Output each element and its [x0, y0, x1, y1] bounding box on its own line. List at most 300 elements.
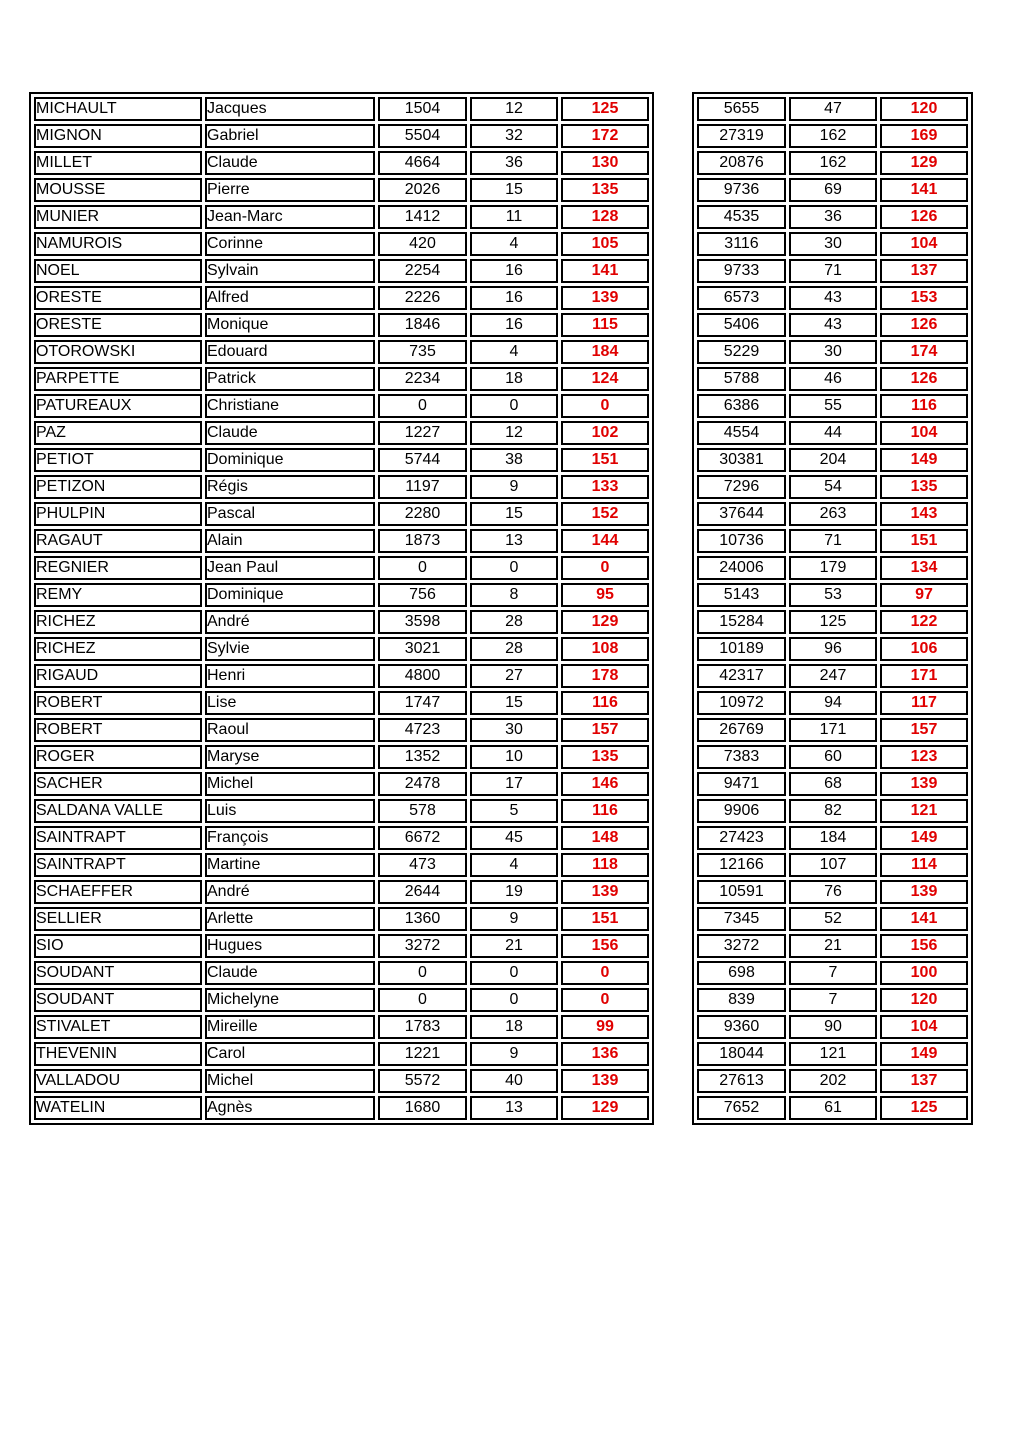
table-row [697, 583, 968, 607]
games-cell: 12 [470, 421, 558, 445]
total-games-cell: 44 [789, 421, 877, 445]
table-row [34, 394, 649, 418]
points-cell: 0 [378, 988, 467, 1012]
table-row [697, 1042, 968, 1066]
table-row [697, 745, 968, 769]
total-points-cell: 10736 [697, 529, 786, 553]
total-average-cell: 104 [880, 232, 968, 256]
games-cell: 18 [470, 1015, 558, 1039]
average-cell: 139 [561, 286, 649, 310]
table-row [697, 502, 968, 526]
table-row [34, 637, 649, 661]
total-average-cell: 126 [880, 313, 968, 337]
table-row [34, 745, 649, 769]
table-row [697, 772, 968, 796]
last-name-cell: OTOROWSKI [34, 340, 202, 364]
total-points-cell: 5788 [697, 367, 786, 391]
points-cell: 1360 [378, 907, 467, 931]
last-name-cell: PATUREAUX [34, 394, 202, 418]
games-cell: 17 [470, 772, 558, 796]
total-games-cell: 30 [789, 340, 877, 364]
total-average-cell: 117 [880, 691, 968, 715]
total-points-cell: 9733 [697, 259, 786, 283]
table-row [697, 97, 968, 121]
total-average-cell: 149 [880, 826, 968, 850]
table-row [697, 205, 968, 229]
games-cell: 21 [470, 934, 558, 958]
last-name-cell: SCHAEFFER [34, 880, 202, 904]
points-cell: 4664 [378, 151, 467, 175]
points-cell: 4800 [378, 664, 467, 688]
first-name-cell: Arlette [205, 907, 375, 931]
table-row [697, 880, 968, 904]
average-cell: 116 [561, 691, 649, 715]
total-points-cell: 9736 [697, 178, 786, 202]
games-cell: 19 [470, 880, 558, 904]
first-name-cell: Mireille [205, 1015, 375, 1039]
total-games-cell: 52 [789, 907, 877, 931]
total-games-cell: 202 [789, 1069, 877, 1093]
first-name-cell: Régis [205, 475, 375, 499]
games-cell: 28 [470, 610, 558, 634]
table-row [34, 826, 649, 850]
total-games-cell: 247 [789, 664, 877, 688]
table-row [697, 907, 968, 931]
total-average-cell: 137 [880, 1069, 968, 1093]
first-name-cell: Maryse [205, 745, 375, 769]
first-name-cell: Luis [205, 799, 375, 823]
total-points-cell: 6573 [697, 286, 786, 310]
total-points-cell: 4554 [697, 421, 786, 445]
average-cell: 116 [561, 799, 649, 823]
table-row [34, 1069, 649, 1093]
total-points-cell: 27613 [697, 1069, 786, 1093]
table-row [34, 367, 649, 391]
total-games-cell: 204 [789, 448, 877, 472]
last-name-cell: PETIOT [34, 448, 202, 472]
games-cell: 4 [470, 340, 558, 364]
first-name-cell: André [205, 880, 375, 904]
first-name-cell: Pascal [205, 502, 375, 526]
total-games-cell: 68 [789, 772, 877, 796]
total-average-cell: 174 [880, 340, 968, 364]
total-average-cell: 106 [880, 637, 968, 661]
last-name-cell: THEVENIN [34, 1042, 202, 1066]
total-average-cell: 123 [880, 745, 968, 769]
average-cell: 0 [561, 988, 649, 1012]
first-name-cell: François [205, 826, 375, 850]
table-row [34, 1015, 649, 1039]
points-cell: 2234 [378, 367, 467, 391]
games-cell: 0 [470, 556, 558, 580]
table-row [697, 961, 968, 985]
total-games-cell: 162 [789, 151, 877, 175]
table-row [34, 97, 649, 121]
first-name-cell: Jean-Marc [205, 205, 375, 229]
last-name-cell: MOUSSE [34, 178, 202, 202]
table-row [34, 529, 649, 553]
right-table-body [697, 97, 968, 1120]
first-name-cell: Claude [205, 151, 375, 175]
first-name-cell: Martine [205, 853, 375, 877]
table-row [34, 502, 649, 526]
total-games-cell: 43 [789, 286, 877, 310]
table-row [34, 718, 649, 742]
last-name-cell: MICHAULT [34, 97, 202, 121]
table-row [34, 664, 649, 688]
last-name-cell: REMY [34, 583, 202, 607]
average-cell: 151 [561, 448, 649, 472]
points-cell: 4723 [378, 718, 467, 742]
last-name-cell: SIO [34, 934, 202, 958]
total-average-cell: 139 [880, 772, 968, 796]
average-cell: 124 [561, 367, 649, 391]
first-name-cell: Gabriel [205, 124, 375, 148]
first-name-cell: Edouard [205, 340, 375, 364]
points-cell: 2644 [378, 880, 467, 904]
total-average-cell: 116 [880, 394, 968, 418]
games-cell: 36 [470, 151, 558, 175]
first-name-cell: Alain [205, 529, 375, 553]
total-points-cell: 26769 [697, 718, 786, 742]
points-cell: 3021 [378, 637, 467, 661]
average-cell: 115 [561, 313, 649, 337]
total-average-cell: 100 [880, 961, 968, 985]
last-name-cell: PETIZON [34, 475, 202, 499]
total-games-cell: 71 [789, 529, 877, 553]
average-cell: 151 [561, 907, 649, 931]
points-cell: 1747 [378, 691, 467, 715]
table-row [34, 1096, 649, 1120]
total-points-cell: 37644 [697, 502, 786, 526]
total-games-cell: 21 [789, 934, 877, 958]
games-cell: 28 [470, 637, 558, 661]
total-games-cell: 76 [789, 880, 877, 904]
points-cell: 1197 [378, 475, 467, 499]
points-cell: 756 [378, 583, 467, 607]
table-row [697, 340, 968, 364]
games-cell: 10 [470, 745, 558, 769]
games-cell: 18 [470, 367, 558, 391]
average-cell: 130 [561, 151, 649, 175]
table-row [697, 313, 968, 337]
points-cell: 1412 [378, 205, 467, 229]
games-cell: 0 [470, 988, 558, 1012]
points-cell: 2226 [378, 286, 467, 310]
last-name-cell: RAGAUT [34, 529, 202, 553]
table-row [34, 124, 649, 148]
points-cell: 2026 [378, 178, 467, 202]
table-row [34, 961, 649, 985]
points-cell: 1352 [378, 745, 467, 769]
games-cell: 45 [470, 826, 558, 850]
total-points-cell: 5406 [697, 313, 786, 337]
points-cell: 5572 [378, 1069, 467, 1093]
points-cell: 2254 [378, 259, 467, 283]
average-cell: 99 [561, 1015, 649, 1039]
points-cell: 5504 [378, 124, 467, 148]
table-row [697, 1069, 968, 1093]
total-average-cell: 169 [880, 124, 968, 148]
table-row [34, 340, 649, 364]
points-cell: 6672 [378, 826, 467, 850]
table-row [34, 475, 649, 499]
points-cell: 473 [378, 853, 467, 877]
first-name-cell: Monique [205, 313, 375, 337]
total-games-cell: 263 [789, 502, 877, 526]
table-row [34, 286, 649, 310]
table-row [697, 151, 968, 175]
last-name-cell: ORESTE [34, 313, 202, 337]
total-average-cell: 126 [880, 367, 968, 391]
points-cell: 0 [378, 394, 467, 418]
total-points-cell: 698 [697, 961, 786, 985]
average-cell: 152 [561, 502, 649, 526]
last-name-cell: MUNIER [34, 205, 202, 229]
table-row [34, 448, 649, 472]
total-games-cell: 53 [789, 583, 877, 607]
first-name-cell: Michel [205, 1069, 375, 1093]
first-name-cell: Henri [205, 664, 375, 688]
table-row [697, 853, 968, 877]
table-row [697, 799, 968, 823]
last-name-cell: RICHEZ [34, 610, 202, 634]
first-name-cell: Christiane [205, 394, 375, 418]
total-games-cell: 179 [789, 556, 877, 580]
total-points-cell: 20876 [697, 151, 786, 175]
last-name-cell: MIGNON [34, 124, 202, 148]
total-games-cell: 7 [789, 961, 877, 985]
table-row [697, 286, 968, 310]
average-cell: 108 [561, 637, 649, 661]
total-average-cell: 134 [880, 556, 968, 580]
points-cell: 1873 [378, 529, 467, 553]
total-points-cell: 10972 [697, 691, 786, 715]
first-name-cell: Jacques [205, 97, 375, 121]
total-points-cell: 30381 [697, 448, 786, 472]
last-name-cell: RICHEZ [34, 637, 202, 661]
last-name-cell: ORESTE [34, 286, 202, 310]
table-row [697, 691, 968, 715]
first-name-cell: Michelyne [205, 988, 375, 1012]
total-average-cell: 153 [880, 286, 968, 310]
total-average-cell: 143 [880, 502, 968, 526]
table-row [697, 934, 968, 958]
table-row [697, 421, 968, 445]
total-games-cell: 47 [789, 97, 877, 121]
total-points-cell: 9471 [697, 772, 786, 796]
last-name-cell: ROBERT [34, 718, 202, 742]
total-points-cell: 27423 [697, 826, 786, 850]
left-score-table [29, 92, 654, 1125]
total-average-cell: 171 [880, 664, 968, 688]
games-cell: 30 [470, 718, 558, 742]
total-average-cell: 122 [880, 610, 968, 634]
table-row [697, 718, 968, 742]
total-points-cell: 12166 [697, 853, 786, 877]
total-average-cell: 104 [880, 421, 968, 445]
games-cell: 9 [470, 907, 558, 931]
total-average-cell: 137 [880, 259, 968, 283]
total-games-cell: 184 [789, 826, 877, 850]
games-cell: 32 [470, 124, 558, 148]
first-name-cell: Sylvie [205, 637, 375, 661]
games-cell: 0 [470, 961, 558, 985]
total-points-cell: 27319 [697, 124, 786, 148]
total-points-cell: 7345 [697, 907, 786, 931]
total-average-cell: 151 [880, 529, 968, 553]
total-average-cell: 149 [880, 448, 968, 472]
table-row [34, 934, 649, 958]
table-row [34, 907, 649, 931]
total-average-cell: 141 [880, 907, 968, 931]
total-average-cell: 120 [880, 97, 968, 121]
points-cell: 578 [378, 799, 467, 823]
total-points-cell: 5655 [697, 97, 786, 121]
points-cell: 2478 [378, 772, 467, 796]
first-name-cell: Dominique [205, 448, 375, 472]
average-cell: 184 [561, 340, 649, 364]
table-row [697, 988, 968, 1012]
total-games-cell: 125 [789, 610, 877, 634]
games-cell: 16 [470, 313, 558, 337]
total-points-cell: 9360 [697, 1015, 786, 1039]
table-row [34, 421, 649, 445]
table-row [34, 610, 649, 634]
games-cell: 13 [470, 529, 558, 553]
last-name-cell: NAMUROIS [34, 232, 202, 256]
total-games-cell: 36 [789, 205, 877, 229]
table-row [34, 178, 649, 202]
first-name-cell: Dominique [205, 583, 375, 607]
last-name-cell: PHULPIN [34, 502, 202, 526]
total-average-cell: 97 [880, 583, 968, 607]
average-cell: 178 [561, 664, 649, 688]
total-games-cell: 71 [789, 259, 877, 283]
total-points-cell: 7296 [697, 475, 786, 499]
table-row [34, 772, 649, 796]
total-average-cell: 157 [880, 718, 968, 742]
total-games-cell: 82 [789, 799, 877, 823]
total-points-cell: 10189 [697, 637, 786, 661]
total-points-cell: 24006 [697, 556, 786, 580]
total-average-cell: 139 [880, 880, 968, 904]
table-row [34, 583, 649, 607]
table-row [34, 151, 649, 175]
points-cell: 2280 [378, 502, 467, 526]
total-games-cell: 162 [789, 124, 877, 148]
total-average-cell: 120 [880, 988, 968, 1012]
last-name-cell: SACHER [34, 772, 202, 796]
average-cell: 133 [561, 475, 649, 499]
last-name-cell: MILLET [34, 151, 202, 175]
total-points-cell: 10591 [697, 880, 786, 904]
first-name-cell: Michel [205, 772, 375, 796]
last-name-cell: SOUDANT [34, 988, 202, 1012]
average-cell: 105 [561, 232, 649, 256]
last-name-cell: NOEL [34, 259, 202, 283]
last-name-cell: SELLIER [34, 907, 202, 931]
games-cell: 15 [470, 691, 558, 715]
table-row [697, 529, 968, 553]
average-cell: 156 [561, 934, 649, 958]
average-cell: 0 [561, 394, 649, 418]
total-games-cell: 43 [789, 313, 877, 337]
average-cell: 139 [561, 1069, 649, 1093]
total-average-cell: 121 [880, 799, 968, 823]
average-cell: 0 [561, 961, 649, 985]
points-cell: 1783 [378, 1015, 467, 1039]
games-cell: 13 [470, 1096, 558, 1120]
total-games-cell: 30 [789, 232, 877, 256]
games-cell: 16 [470, 259, 558, 283]
table-row [34, 799, 649, 823]
average-cell: 95 [561, 583, 649, 607]
last-name-cell: PARPETTE [34, 367, 202, 391]
points-cell: 3272 [378, 934, 467, 958]
total-average-cell: 104 [880, 1015, 968, 1039]
points-cell: 0 [378, 556, 467, 580]
table-row [34, 880, 649, 904]
points-cell: 0 [378, 961, 467, 985]
average-cell: 135 [561, 745, 649, 769]
total-games-cell: 55 [789, 394, 877, 418]
average-cell: 102 [561, 421, 649, 445]
total-points-cell: 5143 [697, 583, 786, 607]
total-games-cell: 7 [789, 988, 877, 1012]
left-table-body [34, 97, 649, 1120]
total-average-cell: 126 [880, 205, 968, 229]
table-row [34, 988, 649, 1012]
total-points-cell: 4535 [697, 205, 786, 229]
average-cell: 146 [561, 772, 649, 796]
points-cell: 5744 [378, 448, 467, 472]
games-cell: 15 [470, 502, 558, 526]
average-cell: 129 [561, 1096, 649, 1120]
table-row [697, 475, 968, 499]
average-cell: 157 [561, 718, 649, 742]
points-cell: 1221 [378, 1042, 467, 1066]
table-row [34, 1042, 649, 1066]
average-cell: 118 [561, 853, 649, 877]
points-cell: 1227 [378, 421, 467, 445]
total-average-cell: 135 [880, 475, 968, 499]
average-cell: 144 [561, 529, 649, 553]
first-name-cell: André [205, 610, 375, 634]
points-cell: 1846 [378, 313, 467, 337]
average-cell: 128 [561, 205, 649, 229]
games-cell: 4 [470, 232, 558, 256]
table-row [34, 205, 649, 229]
table-row [697, 1096, 968, 1120]
total-points-cell: 7383 [697, 745, 786, 769]
last-name-cell: WATELIN [34, 1096, 202, 1120]
total-average-cell: 149 [880, 1042, 968, 1066]
table-row [697, 610, 968, 634]
games-cell: 38 [470, 448, 558, 472]
last-name-cell: SAINTRAPT [34, 853, 202, 877]
total-average-cell: 141 [880, 178, 968, 202]
games-cell: 16 [470, 286, 558, 310]
total-points-cell: 7652 [697, 1096, 786, 1120]
total-average-cell: 114 [880, 853, 968, 877]
table-row [697, 178, 968, 202]
average-cell: 129 [561, 610, 649, 634]
total-games-cell: 90 [789, 1015, 877, 1039]
games-cell: 11 [470, 205, 558, 229]
games-cell: 15 [470, 178, 558, 202]
table-row [34, 691, 649, 715]
